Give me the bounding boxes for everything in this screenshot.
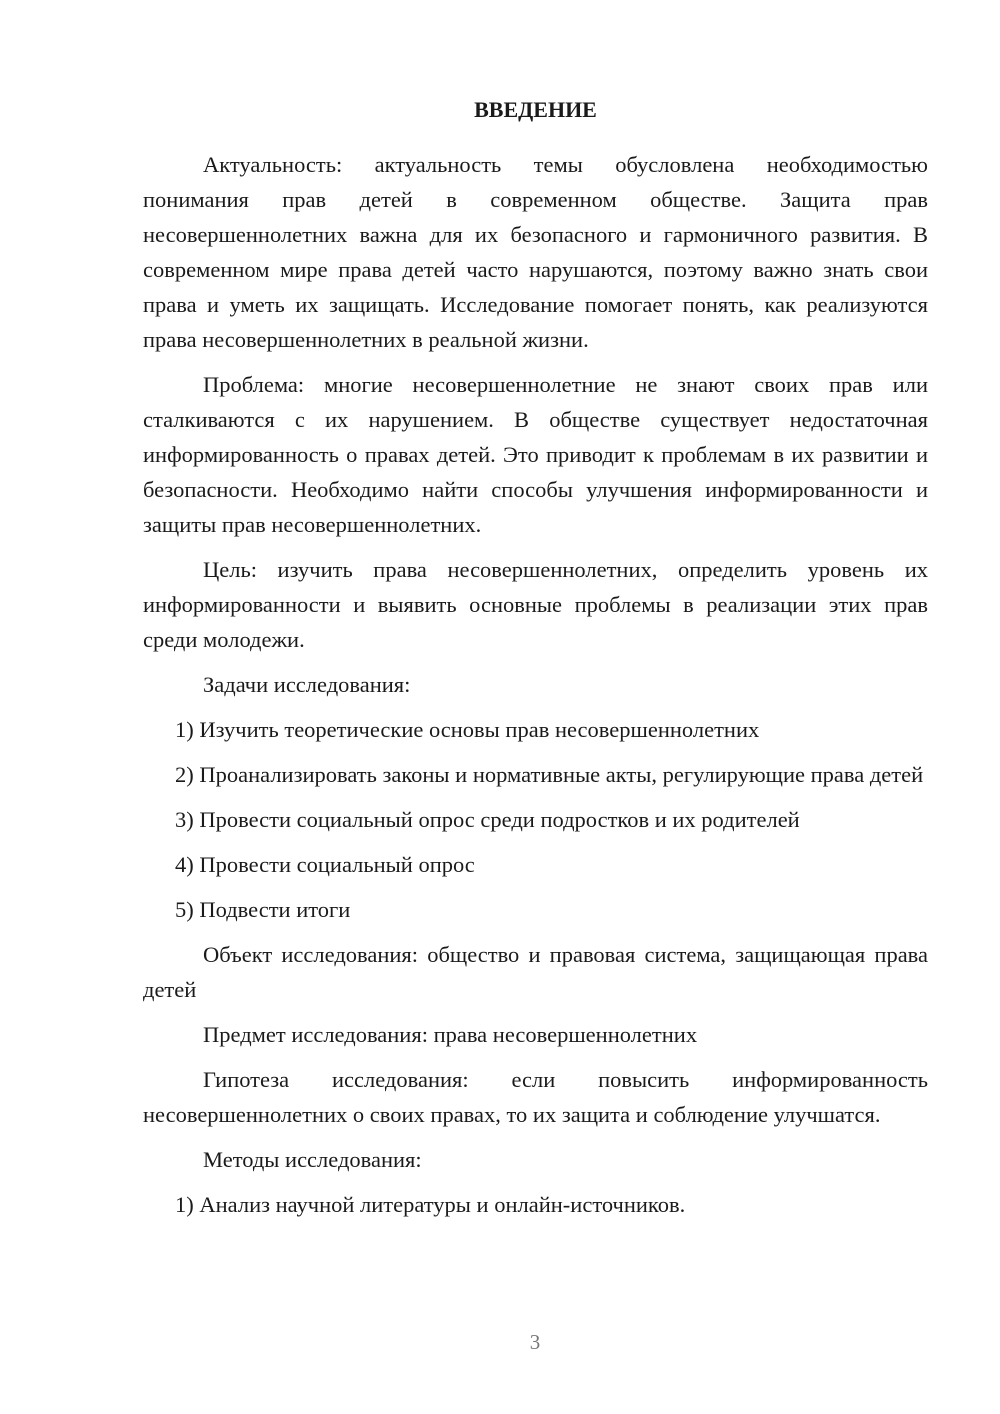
- paragraph-problem: Проблема: многие несовершеннолетние не знают своих прав или сталкиваются с их нарушением. В обществе существует недостаточная информированность о правах детей. Это приводит к проблемам в их развитии и безопасности. Необходимо найти способы улучшения информированности и защиты прав несовершеннолетних.: [143, 372, 928, 537]
- list-item-task-4: 4) Провести социальный опрос: [175, 852, 475, 877]
- tasks-heading: Задачи исследования:: [203, 672, 411, 697]
- list-item-task-2: 2) Проанализировать законы и нормативные акты, регулирующие права детей: [175, 762, 924, 787]
- list-item-task-3: 3) Провести социальный опрос среди подростков и их родителей: [175, 807, 800, 832]
- list-item-task-5: 5) Подвести итоги: [175, 897, 351, 922]
- page-number: 3: [529, 1330, 541, 1354]
- paragraph-goal: Цель: изучить права несовершеннолетних, определить уровень их информированности и выявить основные проблемы в реализации этих прав среди молодежи.: [143, 557, 928, 652]
- methods-heading: Методы исследования:: [203, 1147, 422, 1172]
- list-item-method-1: 1) Анализ научной литературы и онлайн-источников.: [175, 1192, 686, 1217]
- paragraph-hypothesis: Гипотеза исследования: если повысить информированность несовершеннолетних о своих правах, то их защита и соблюдение улучшатся.: [143, 1067, 928, 1127]
- paragraph-object: Объект исследования: общество и правовая система, защищающая права детей: [143, 942, 928, 1002]
- paragraph-subject: Предмет исследования: права несовершеннолетних: [203, 1022, 698, 1047]
- paragraph-relevance: Актуальность: актуальность темы обусловлена необходимостью понимания прав детей в современном обществе. Защита прав несовершеннолетних важна для их безопасного и гармоничного развития. В современном мире права детей часто нарушаются, поэтому важно знать свои права и уметь их защищать. Исследование помогает понять, как реализуются права несовершеннолетних в реальной жизни.: [143, 152, 928, 352]
- page-title: ВВЕДЕНИЕ: [474, 97, 597, 122]
- document-page: [143, 92, 928, 1232]
- list-item-task-1: 1) Изучить теоретические основы прав несовершеннолетних: [175, 717, 760, 742]
